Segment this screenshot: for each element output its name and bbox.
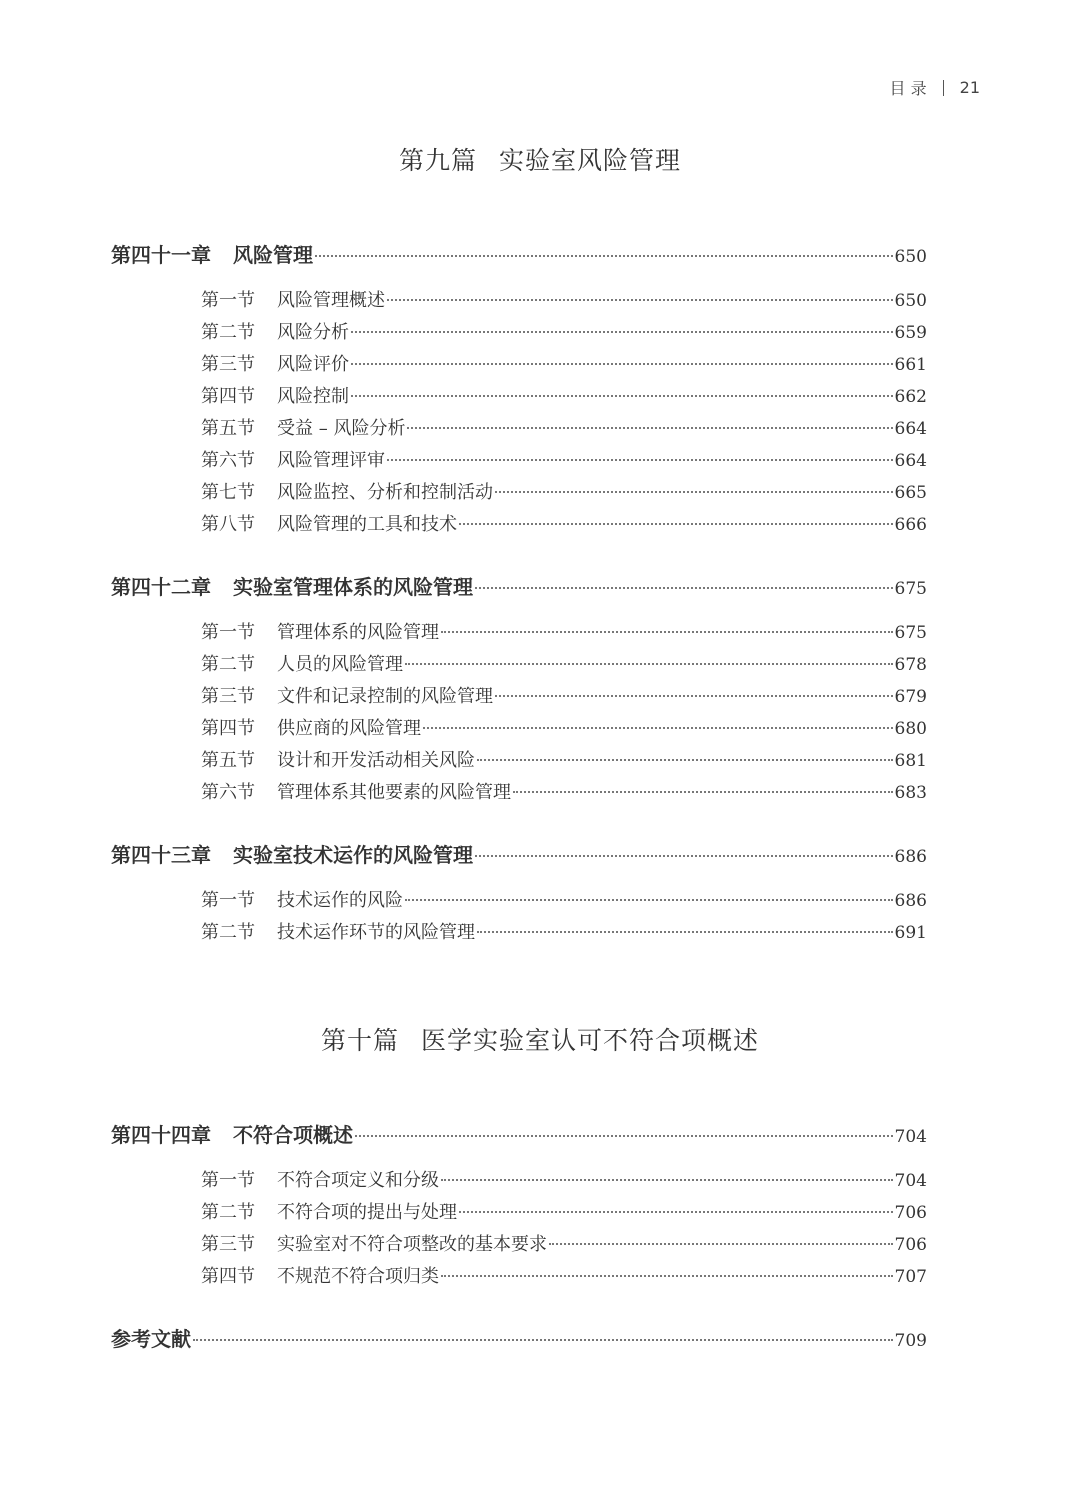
- section-page: 664: [894, 451, 927, 471]
- toc-chapter-entry[interactable]: [111, 239, 927, 271]
- dot-leader: [193, 1339, 893, 1341]
- section-number: 第三节: [201, 1234, 255, 1255]
- toc-chapter-entry[interactable]: [111, 1119, 927, 1151]
- section-title: 技术运作环节的风险管理: [277, 922, 475, 943]
- section-title: 不符合项定义和分级: [277, 1170, 439, 1191]
- header-label: 目 录: [889, 79, 927, 98]
- section-page: 650: [894, 291, 927, 311]
- chapter-number: 第四十一章: [111, 243, 211, 267]
- part-name: 医学实验室认可不符合项概述: [421, 1026, 760, 1055]
- section-number: 第八节: [201, 514, 255, 535]
- dot-leader: [351, 331, 893, 333]
- toc-section-entry[interactable]: [111, 777, 927, 809]
- section-number: 第二节: [201, 922, 255, 943]
- toc-section-entry[interactable]: [111, 509, 927, 541]
- chapter-number: 第四十二章: [111, 575, 211, 599]
- chapter-page: 704: [894, 1127, 927, 1147]
- toc-section-entry[interactable]: [111, 885, 927, 917]
- section-title: 风险管理评审: [277, 450, 385, 471]
- section-number: 第七节: [201, 482, 255, 503]
- references-title: 参考文献: [111, 1327, 191, 1351]
- section-title: 受益 – 风险分析: [277, 418, 406, 439]
- section-page: 686: [894, 891, 927, 911]
- dot-leader: [495, 695, 893, 697]
- chapter-title: 风险管理: [233, 243, 313, 267]
- dot-leader: [475, 855, 893, 857]
- dot-leader: [351, 395, 893, 397]
- section-title: 风险监控、分析和控制活动: [277, 482, 493, 503]
- section-page: 675: [894, 623, 927, 643]
- section-number: 第二节: [201, 654, 255, 675]
- section-number: 第五节: [201, 418, 255, 439]
- section-number: 第一节: [201, 622, 255, 643]
- chapter-page: 686: [894, 847, 927, 867]
- toc-references-entry[interactable]: [111, 1323, 927, 1355]
- toc-section-entry[interactable]: [111, 413, 927, 445]
- section-page: 666: [894, 515, 927, 535]
- chapter-page: 675: [894, 579, 927, 599]
- dot-leader: [407, 427, 892, 429]
- toc-section-entry[interactable]: [111, 285, 927, 317]
- section-page: 706: [894, 1203, 927, 1223]
- dot-leader: [387, 459, 893, 461]
- toc-section-entry[interactable]: [111, 649, 927, 681]
- page-number: 21: [959, 78, 980, 97]
- section-number: 第二节: [201, 322, 255, 343]
- dot-leader: [477, 931, 893, 933]
- section-number: 第四节: [201, 718, 255, 739]
- section-title: 技术运作的风险: [277, 890, 403, 911]
- header-divider: [943, 80, 944, 96]
- section-title: 风险控制: [277, 386, 349, 407]
- part-title: [0, 141, 1080, 177]
- toc-section-entry[interactable]: [111, 917, 927, 949]
- section-number: 第二节: [201, 1202, 255, 1223]
- toc-section-entry[interactable]: [111, 317, 927, 349]
- section-page: 706: [894, 1235, 927, 1255]
- dot-leader: [441, 1275, 893, 1277]
- section-title: 实验室对不符合项整改的基本要求: [277, 1234, 547, 1255]
- dot-leader: [459, 1211, 893, 1213]
- toc-section-entry[interactable]: [111, 1165, 927, 1197]
- toc-section-entry[interactable]: [111, 745, 927, 777]
- section-number: 第三节: [201, 354, 255, 375]
- toc-section-entry[interactable]: [111, 1229, 927, 1261]
- dot-leader: [351, 363, 893, 365]
- toc-section-entry[interactable]: [111, 381, 927, 413]
- section-page: 678: [894, 655, 927, 675]
- dot-leader: [423, 727, 893, 729]
- dot-leader: [477, 759, 893, 761]
- section-title: 风险分析: [277, 322, 349, 343]
- chapter-page: 650: [894, 247, 927, 267]
- section-number: 第四节: [201, 386, 255, 407]
- section-number: 第六节: [201, 450, 255, 471]
- section-page: 662: [894, 387, 927, 407]
- dot-leader: [315, 255, 893, 257]
- section-title: 风险评价: [277, 354, 349, 375]
- section-page: 707: [894, 1267, 927, 1287]
- references-page: 709: [894, 1331, 927, 1351]
- section-title: 设计和开发活动相关风险: [277, 750, 475, 771]
- part-number: 第九篇: [398, 146, 477, 175]
- section-page: 659: [894, 323, 927, 343]
- dot-leader: [513, 791, 893, 793]
- toc-section-entry[interactable]: [111, 713, 927, 745]
- section-page: 679: [894, 687, 927, 707]
- section-number: 第一节: [201, 290, 255, 311]
- section-title: 管理体系其他要素的风险管理: [277, 782, 511, 803]
- toc-section-entry[interactable]: [111, 1261, 927, 1293]
- part-title: [0, 1021, 1080, 1057]
- section-number: 第五节: [201, 750, 255, 771]
- chapter-title: 实验室管理体系的风险管理: [233, 575, 473, 599]
- dot-leader: [495, 491, 893, 493]
- chapter-title: 实验室技术运作的风险管理: [233, 843, 473, 867]
- section-number: 第四节: [201, 1266, 255, 1287]
- section-title: 供应商的风险管理: [277, 718, 421, 739]
- part-name: 实验室风险管理: [499, 146, 682, 175]
- toc-block: [111, 1119, 927, 1369]
- dot-leader: [405, 663, 893, 665]
- running-header: [890, 76, 980, 99]
- section-page: 681: [894, 751, 927, 771]
- toc-block: [111, 239, 927, 949]
- dot-leader: [441, 631, 893, 633]
- section-title: 不符合项的提出与处理: [277, 1202, 457, 1223]
- dot-leader: [387, 299, 893, 301]
- section-title: 风险管理概述: [277, 290, 385, 311]
- dot-leader: [441, 1179, 893, 1181]
- dot-leader: [405, 899, 893, 901]
- toc-section-entry[interactable]: [111, 477, 927, 509]
- section-title: 人员的风险管理: [277, 654, 403, 675]
- dot-leader: [549, 1243, 893, 1245]
- section-page: 691: [894, 923, 927, 943]
- toc-section-entry[interactable]: [111, 445, 927, 477]
- toc-section-entry[interactable]: [111, 349, 927, 381]
- toc-section-entry[interactable]: [111, 681, 927, 713]
- section-title: 不规范不符合项归类: [277, 1266, 439, 1287]
- section-number: 第三节: [201, 686, 255, 707]
- toc-chapter-entry[interactable]: [111, 839, 927, 871]
- toc-section-entry[interactable]: [111, 1197, 927, 1229]
- chapter-title: 不符合项概述: [233, 1123, 353, 1147]
- chapter-number: 第四十三章: [111, 843, 211, 867]
- section-number: 第六节: [201, 782, 255, 803]
- section-number: 第一节: [201, 1170, 255, 1191]
- section-page: 661: [894, 355, 927, 375]
- section-page: 664: [894, 419, 927, 439]
- chapter-number: 第四十四章: [111, 1123, 211, 1147]
- section-page: 704: [894, 1171, 927, 1191]
- part-number: 第十篇: [320, 1026, 399, 1055]
- section-page: 680: [894, 719, 927, 739]
- section-page: 665: [894, 483, 927, 503]
- toc-section-entry[interactable]: [111, 617, 927, 649]
- section-title: 文件和记录控制的风险管理: [277, 686, 493, 707]
- toc-chapter-entry[interactable]: [111, 571, 927, 603]
- section-title: 管理体系的风险管理: [277, 622, 439, 643]
- section-title: 风险管理的工具和技术: [277, 514, 457, 535]
- dot-leader: [459, 523, 893, 525]
- section-number: 第一节: [201, 890, 255, 911]
- dot-leader: [475, 587, 893, 589]
- dot-leader: [355, 1135, 893, 1137]
- section-page: 683: [894, 783, 927, 803]
